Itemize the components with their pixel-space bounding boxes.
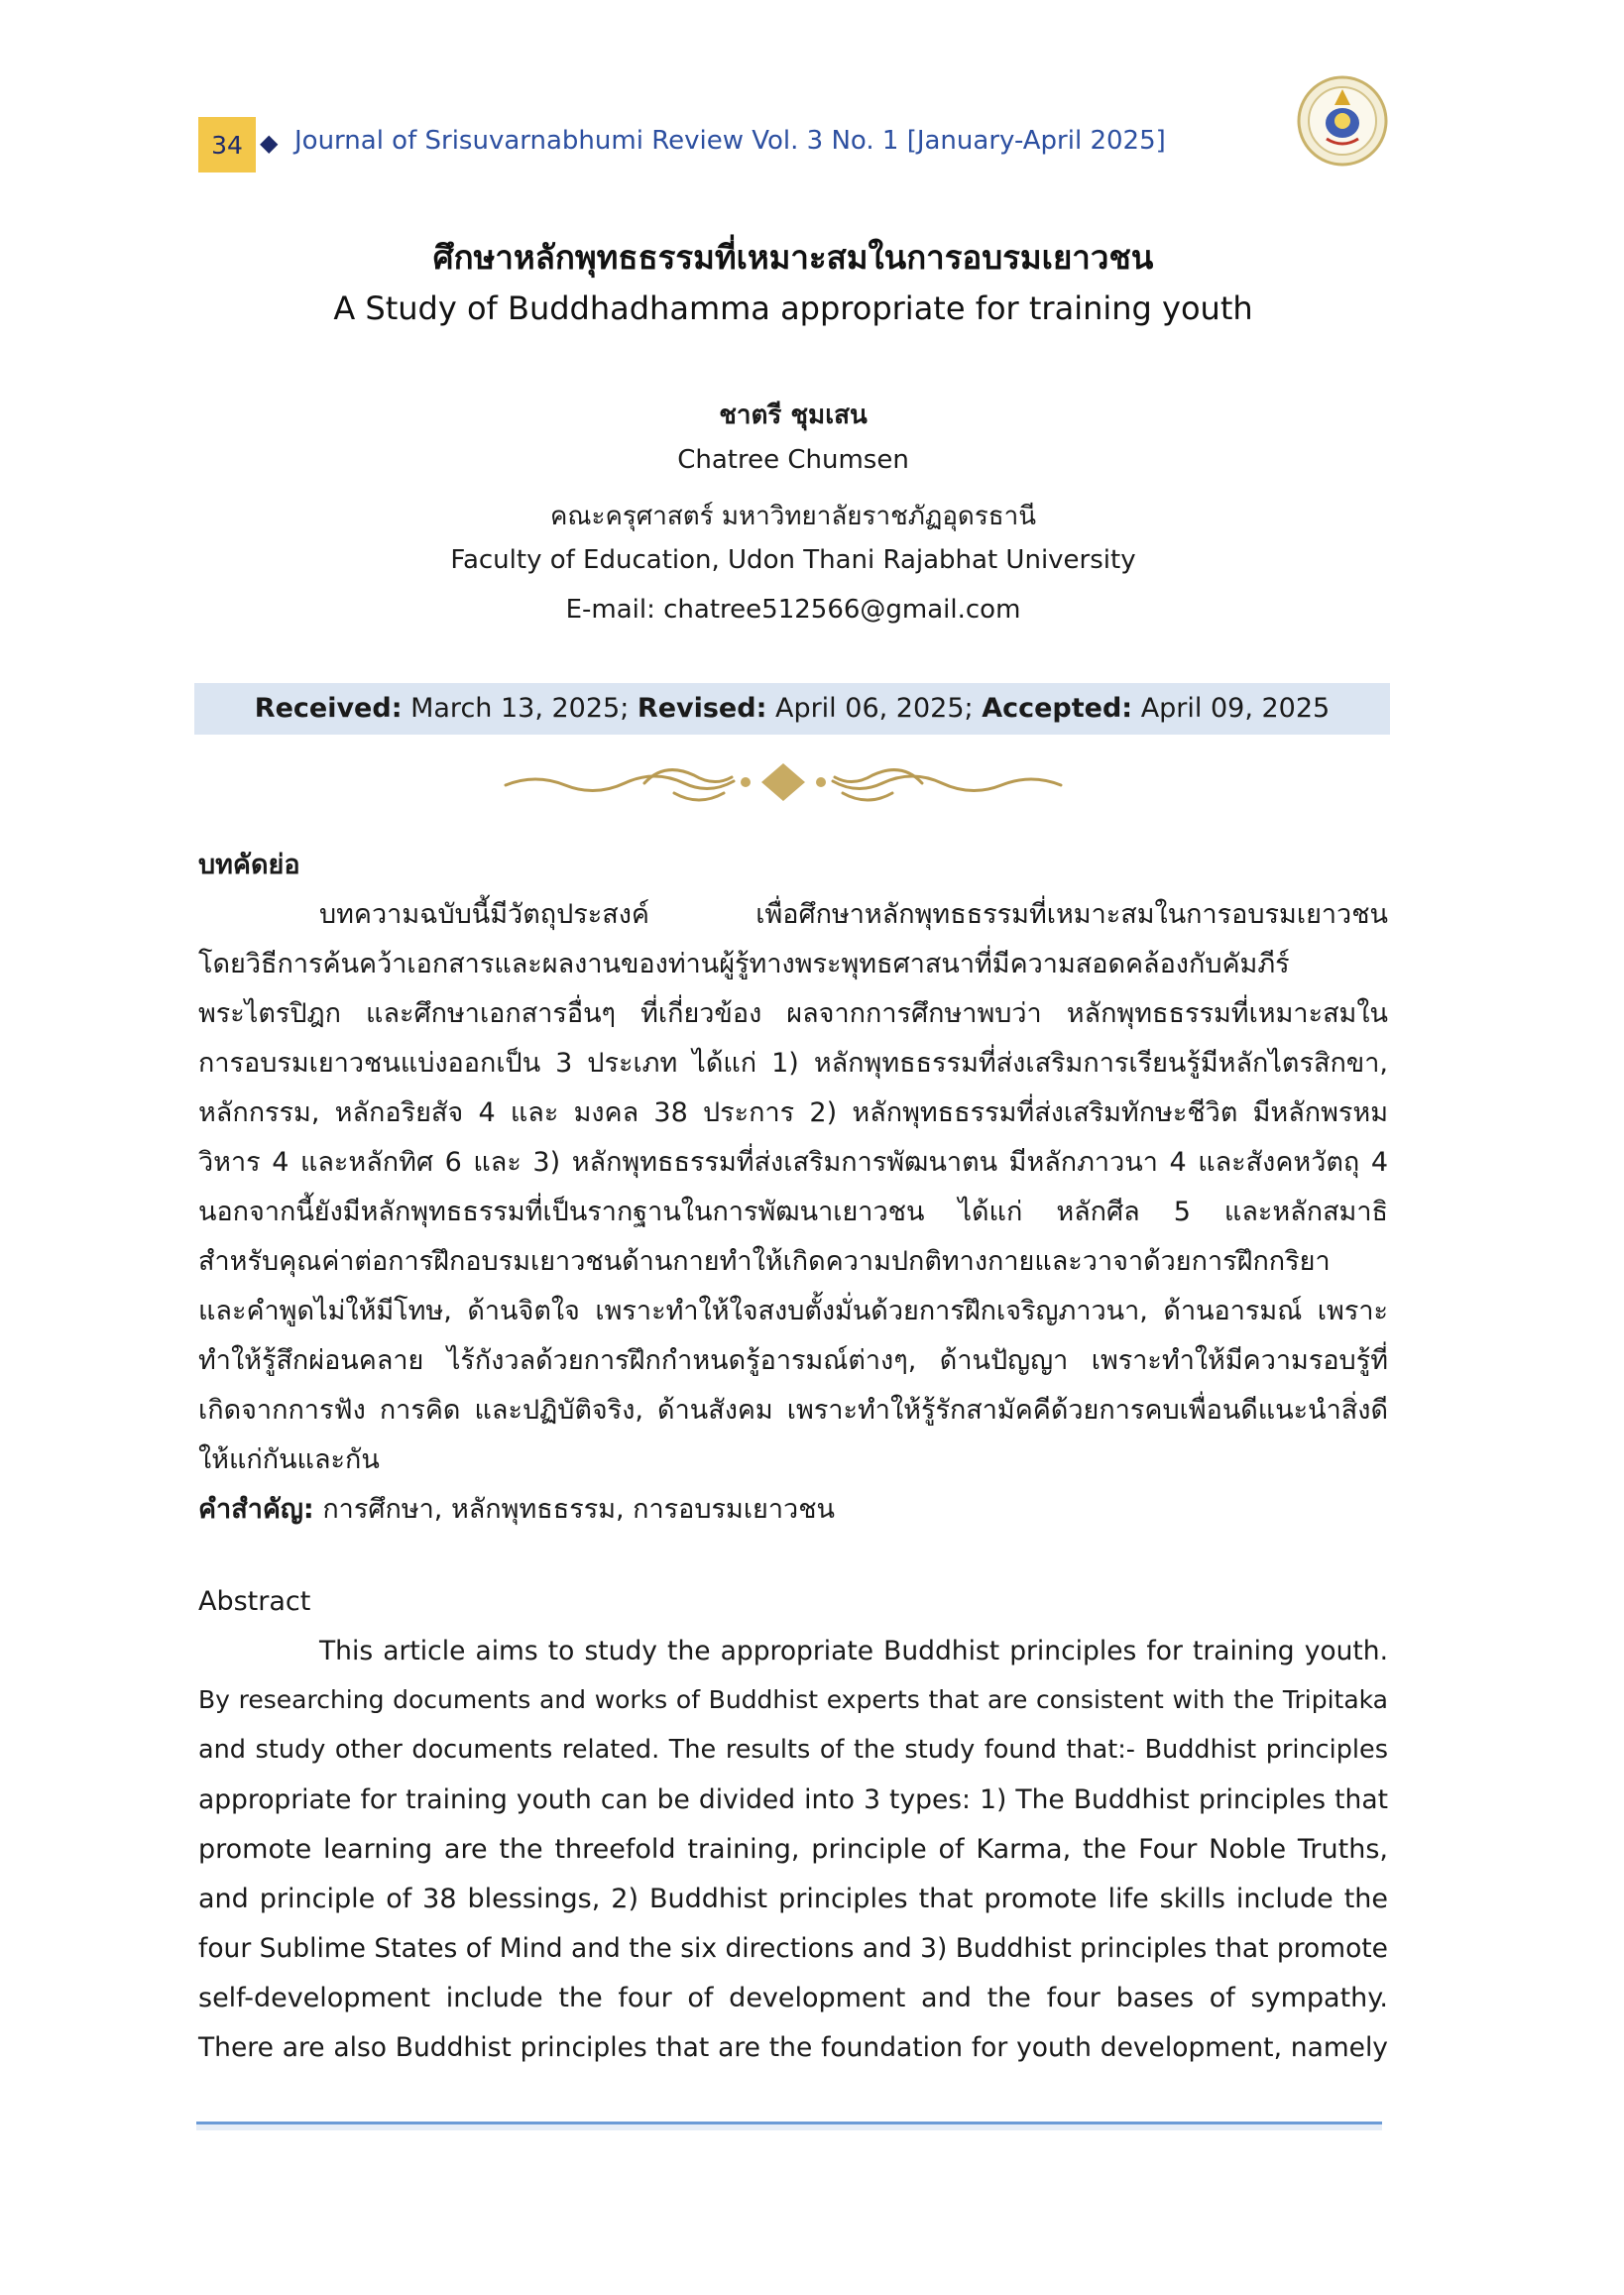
- author-email: E-mail: chatree512566@gmail.com: [565, 595, 1021, 625]
- received-label: Received:: [254, 693, 403, 724]
- abstract-line: and principle of 38 blessings, 2) Buddhist principles that promote life skills include the: [198, 1884, 1388, 1914]
- abstract-heading: Abstract: [198, 1586, 311, 1617]
- page-number: 34: [198, 117, 256, 172]
- abstract-line: and study other documents related. The results of the study found that:- Buddhist principles: [198, 1735, 1388, 1765]
- abstract-line: By researching documents and works of Buddhist experts that are consistent with the Tripitaka: [198, 1685, 1388, 1714]
- affiliation-thai: คณะครุศาสตร์ มหาวิทยาลัยราชภัฏอุดรธานี: [549, 502, 1037, 531]
- thai-abstract-line: นอกจากนี้ยังมีหลักพุทธธรรมที่เป็นรากฐานในการพัฒนาเยาวชน ได้แก่ หลักศีล 5 และหลักสมาธิ: [198, 1197, 1388, 1227]
- accepted-label: Accepted:: [982, 693, 1133, 724]
- journal-running-header: Journal of Srisuvarnabhumi Review Vol. 3 No. 1 [January-April 2025]: [294, 126, 1166, 156]
- author-name-english: Chatree Chumsen: [677, 445, 909, 475]
- thai-abstract-line: โดยวิธีการค้นคว้าเอกสารและผลงานของท่านผู้รู้ทางพระพุทธศาสนาที่มีความสอดคล้องกับคัมภีร์: [198, 949, 1290, 979]
- thai-abstract-heading: บทคัดย่อ: [198, 850, 300, 880]
- thai-abstract-line: พระไตรปิฎก และศึกษาเอกสารอื่นๆ ที่เกี่ยวข้อง ผลจากการศึกษาพบว่า หลักพุทธธรรมที่เหมาะสมใน: [198, 998, 1388, 1029]
- keywords-list: การศึกษา, หลักพุทธธรรม, การอบรมเยาวชน: [322, 1494, 835, 1525]
- title-english: A Study of Buddhadhamma appropriate for training youth: [333, 289, 1253, 327]
- thai-abstract-line: ให้แก่กันและกัน: [198, 1444, 380, 1475]
- thai-abstract-line: บทความฉบับนี้มีวัตถุประสงค์ เพื่อศึกษาหลักพุทธธรรมที่เหมาะสมในการอบรมเยาวชน: [319, 899, 1388, 930]
- revised-label: Revised:: [637, 693, 767, 724]
- abstract-line: appropriate for training youth can be divided into 3 types: 1) The Buddhist principles that: [198, 1784, 1388, 1815]
- affiliation-english: Faculty of Education, Udon Thani Rajabhat University: [450, 545, 1136, 575]
- abstract-line: This article aims to study the appropriate Buddhist principles for training youth.: [319, 1636, 1388, 1666]
- author-name-thai: ชาตรี ชุมเสน: [719, 401, 868, 430]
- university-emblem-icon: [1297, 75, 1388, 167]
- abstract-line: There are also Buddhist principles that are the foundation for youth development, namely: [198, 2032, 1388, 2063]
- title-thai: ศึกษาหลักพุทธธรรมที่เหมาะสมในการอบรมเยาวชน: [432, 238, 1154, 277]
- keywords-label: คำสำคัญ:: [198, 1494, 314, 1525]
- abstract-line: four Sublime States of Mind and the six directions and 3) Buddhist principles that promote: [198, 1933, 1388, 1964]
- revised-date: April 06, 2025;: [774, 693, 974, 724]
- thai-abstract-line: หลักกรรม, หลักอริยสัจ 4 และ มงคล 38 ประการ 2) หลักพุทธธรรมที่ส่งเสริมทักษะชีวิต มีหลักพรหม: [198, 1097, 1388, 1128]
- thai-keywords: [198, 1487, 1388, 1530]
- diamond-bullet-icon: ◆: [260, 129, 279, 157]
- abstract-line: promote learning are the threefold training, principle of Karma, the Four Noble Truths,: [198, 1834, 1388, 1865]
- decorative-divider-icon: [496, 753, 1071, 811]
- abstract-line: self-development include the four of development and the four bases of sympathy.: [198, 1983, 1388, 2013]
- thai-abstract-line: ทำให้รู้สึกผ่อนคลาย ไร้กังวลด้วยการฝึกกำหนดรู้อารมณ์ต่างๆ, ด้านปัญญา เพราะทำให้มีความรอบรู้ที่: [198, 1345, 1388, 1376]
- received-date: March 13, 2025;: [410, 693, 630, 724]
- thai-abstract-line: วิหาร 4 และหลักทิศ 6 และ 3) หลักพุทธธรรมที่ส่งเสริมการพัฒนาตน มีหลักภาวนา 4 และสังคหวัตถุ 4: [198, 1147, 1388, 1178]
- thai-abstract-line: เกิดจากการฟัง การคิด และปฏิบัติจริง, ด้านสังคม เพราะทำให้รู้รักสามัคคีด้วยการคบเพื่อนดีแนะนำสิ่งดี: [198, 1395, 1388, 1426]
- thai-abstract-line: การอบรมเยาวชนแบ่งออกเป็น 3 ประเภท ได้แก่ 1) หลักพุทธธรรมที่ส่งเสริมการเรียนรู้มีหลักไตรสิกขา,: [198, 1048, 1388, 1079]
- submission-dates-bar: [194, 683, 1390, 735]
- thai-abstract-line: สำหรับคุณค่าต่อการฝึกอบรมเยาวชนด้านกายทำให้เกิดความปกติทางกายและวาจาด้วยการฝึกกริยา: [198, 1246, 1331, 1277]
- thai-abstract-line: และคำพูดไม่ให้มีโทษ, ด้านจิตใจ เพราะทำให้ใจสงบตั้งมั่นด้วยการฝึกเจริญภาวนา, ด้านอารมณ์ เพราะ: [198, 1296, 1388, 1326]
- accepted-date: April 09, 2025: [1140, 693, 1331, 724]
- footer-rule-shadow: [196, 2124, 1382, 2130]
